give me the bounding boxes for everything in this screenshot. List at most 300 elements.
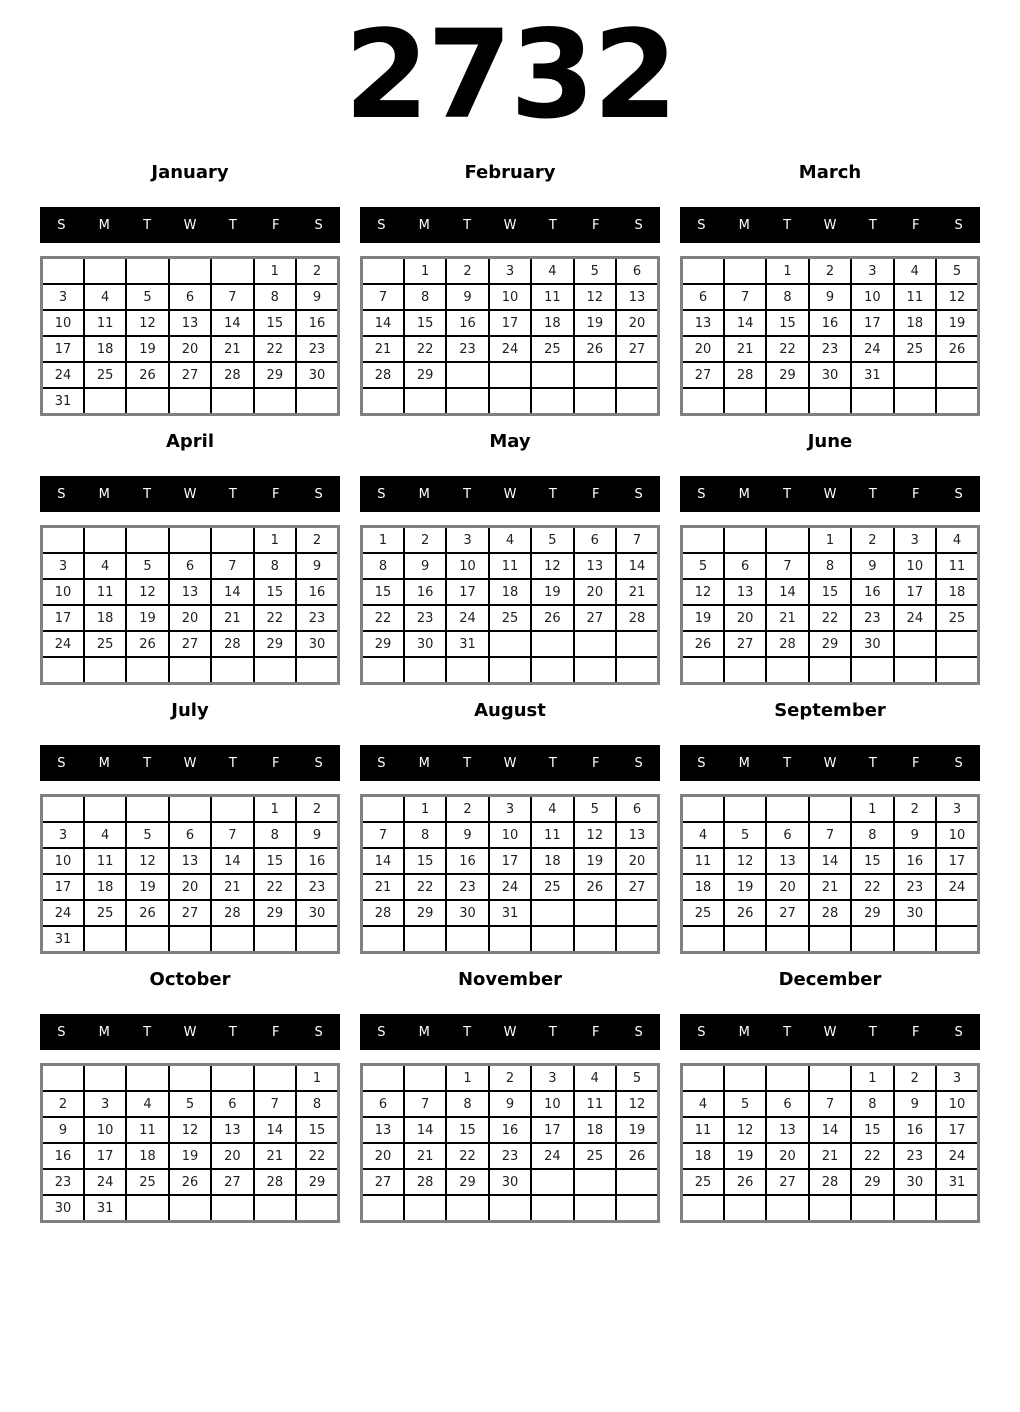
- week-row: [682, 362, 979, 388]
- day-cell: 13: [169, 310, 211, 336]
- empty-day-cell: [42, 258, 84, 285]
- month-block: [40, 970, 340, 1223]
- day-cell: 25: [531, 336, 573, 362]
- day-cell: 18: [682, 1143, 724, 1169]
- day-cell: 26: [169, 1169, 211, 1195]
- day-cell: 9: [446, 284, 488, 310]
- weekday-label: M: [98, 217, 110, 233]
- week-row: [42, 657, 339, 684]
- week-row: [362, 258, 659, 285]
- day-cell: 1: [254, 796, 296, 823]
- day-cell: 4: [936, 527, 978, 554]
- empty-day-cell: [531, 1169, 573, 1195]
- calendar-table: [360, 1063, 660, 1223]
- day-cell: 13: [724, 579, 766, 605]
- empty-day-cell: [851, 926, 893, 953]
- empty-day-cell: [169, 1065, 211, 1092]
- weekday-header: [680, 207, 980, 243]
- day-cell: 17: [531, 1117, 573, 1143]
- week-row: [682, 874, 979, 900]
- weekday-label: W: [823, 755, 837, 771]
- day-cell: 30: [851, 631, 893, 657]
- day-cell: 11: [126, 1117, 168, 1143]
- day-cell: 1: [404, 796, 446, 823]
- week-row: [362, 631, 659, 657]
- day-cell: 12: [574, 822, 616, 848]
- day-cell: 19: [724, 1143, 766, 1169]
- weekday-label: F: [271, 755, 280, 771]
- day-cell: 3: [489, 258, 531, 285]
- day-cell: 3: [42, 822, 84, 848]
- day-cell: 4: [574, 1065, 616, 1092]
- day-cell: 28: [254, 1169, 296, 1195]
- day-cell: 16: [404, 579, 446, 605]
- day-cell: 6: [211, 1091, 253, 1117]
- empty-day-cell: [724, 388, 766, 415]
- weekday-label: W: [823, 217, 837, 233]
- week-row: [42, 527, 339, 554]
- weekday-label: S: [377, 486, 386, 502]
- day-cell: 16: [446, 848, 488, 874]
- day-cell: 2: [296, 527, 338, 554]
- day-cell: 21: [211, 874, 253, 900]
- day-cell: 1: [766, 258, 808, 285]
- day-cell: 28: [362, 900, 404, 926]
- day-cell: 12: [126, 579, 168, 605]
- week-row: [42, 553, 339, 579]
- day-cell: 28: [211, 362, 253, 388]
- day-cell: 7: [766, 553, 808, 579]
- calendar-table: [360, 525, 660, 685]
- day-cell: 25: [489, 605, 531, 631]
- day-cell: 10: [42, 310, 84, 336]
- empty-day-cell: [894, 362, 936, 388]
- day-cell: 14: [362, 310, 404, 336]
- weekday-label: T: [228, 486, 237, 502]
- day-cell: 19: [126, 874, 168, 900]
- day-cell: 28: [211, 631, 253, 657]
- day-cell: 1: [362, 527, 404, 554]
- day-cell: 10: [531, 1091, 573, 1117]
- day-cell: 17: [936, 848, 978, 874]
- day-cell: 23: [446, 336, 488, 362]
- day-cell: 17: [446, 579, 488, 605]
- empty-day-cell: [84, 388, 126, 415]
- calendar-table-body: [682, 796, 979, 953]
- empty-day-cell: [574, 388, 616, 415]
- day-cell: 28: [211, 900, 253, 926]
- day-cell: 20: [616, 848, 658, 874]
- day-cell: 3: [42, 284, 84, 310]
- day-cell: 13: [766, 848, 808, 874]
- empty-day-cell: [42, 527, 84, 554]
- empty-day-cell: [211, 258, 253, 285]
- empty-day-cell: [894, 926, 936, 953]
- empty-day-cell: [489, 926, 531, 953]
- day-cell: 24: [531, 1143, 573, 1169]
- calendar-table-body: [362, 258, 659, 415]
- day-cell: 26: [724, 900, 766, 926]
- weekday-label: S: [314, 755, 323, 771]
- day-cell: 31: [42, 388, 84, 415]
- week-row: [682, 796, 979, 823]
- week-row: [42, 1091, 339, 1117]
- day-cell: 20: [574, 579, 616, 605]
- week-row: [682, 848, 979, 874]
- weekday-header: [360, 745, 660, 781]
- day-cell: 11: [531, 822, 573, 848]
- day-cell: 25: [84, 900, 126, 926]
- week-row: [362, 1117, 659, 1143]
- day-cell: 16: [489, 1117, 531, 1143]
- week-row: [362, 579, 659, 605]
- weekday-label: T: [143, 755, 152, 771]
- day-cell: 18: [894, 310, 936, 336]
- calendar-table: [680, 525, 980, 685]
- weekday-label: W: [823, 486, 837, 502]
- day-cell: 31: [42, 926, 84, 953]
- months-grid: [0, 163, 1020, 1223]
- day-cell: 23: [296, 336, 338, 362]
- empty-day-cell: [809, 1195, 851, 1222]
- day-cell: 21: [404, 1143, 446, 1169]
- day-cell: 9: [489, 1091, 531, 1117]
- day-cell: 6: [682, 284, 724, 310]
- day-cell: 27: [616, 336, 658, 362]
- weekday-header: [360, 207, 660, 243]
- day-cell: 10: [446, 553, 488, 579]
- day-cell: 20: [766, 1143, 808, 1169]
- day-cell: 15: [404, 310, 446, 336]
- weekday-label: T: [868, 217, 877, 233]
- day-cell: 7: [211, 553, 253, 579]
- empty-day-cell: [84, 527, 126, 554]
- weekday-label: M: [418, 217, 430, 233]
- empty-day-cell: [766, 657, 808, 684]
- empty-day-cell: [682, 657, 724, 684]
- day-cell: 4: [531, 796, 573, 823]
- empty-day-cell: [126, 1065, 168, 1092]
- empty-day-cell: [616, 1169, 658, 1195]
- week-row: [42, 388, 339, 415]
- day-cell: 9: [446, 822, 488, 848]
- empty-day-cell: [296, 926, 338, 953]
- day-cell: 16: [446, 310, 488, 336]
- day-cell: 17: [851, 310, 893, 336]
- day-cell: 28: [766, 631, 808, 657]
- day-cell: 18: [84, 605, 126, 631]
- day-cell: 26: [936, 336, 978, 362]
- month-block: [360, 701, 660, 954]
- day-cell: 18: [531, 310, 573, 336]
- month-title: January: [151, 162, 229, 183]
- weekday-label: T: [868, 755, 877, 771]
- empty-day-cell: [84, 657, 126, 684]
- day-cell: 29: [851, 900, 893, 926]
- empty-day-cell: [169, 657, 211, 684]
- day-cell: 23: [489, 1143, 531, 1169]
- day-cell: 30: [296, 362, 338, 388]
- empty-day-cell: [682, 1195, 724, 1222]
- empty-day-cell: [404, 388, 446, 415]
- day-cell: 11: [936, 553, 978, 579]
- week-row: [42, 926, 339, 953]
- weekday-label: T: [783, 217, 792, 233]
- day-cell: 5: [724, 822, 766, 848]
- weekday-label: M: [738, 755, 750, 771]
- day-cell: 9: [894, 1091, 936, 1117]
- day-cell: 19: [169, 1143, 211, 1169]
- day-cell: 16: [894, 1117, 936, 1143]
- month-title: October: [149, 969, 231, 990]
- day-cell: 14: [766, 579, 808, 605]
- day-cell: 30: [894, 1169, 936, 1195]
- empty-day-cell: [404, 926, 446, 953]
- empty-day-cell: [169, 258, 211, 285]
- day-cell: 16: [851, 579, 893, 605]
- weekday-label: W: [183, 217, 197, 233]
- empty-day-cell: [724, 527, 766, 554]
- day-cell: 24: [936, 1143, 978, 1169]
- day-cell: 30: [809, 362, 851, 388]
- weekday-label: F: [591, 755, 600, 771]
- day-cell: 16: [42, 1143, 84, 1169]
- empty-day-cell: [126, 388, 168, 415]
- week-row: [682, 605, 979, 631]
- empty-day-cell: [682, 258, 724, 285]
- empty-day-cell: [766, 926, 808, 953]
- month-title: April: [165, 431, 215, 452]
- empty-day-cell: [489, 362, 531, 388]
- day-cell: 6: [766, 1091, 808, 1117]
- empty-day-cell: [489, 388, 531, 415]
- weekday-header: [680, 1014, 980, 1050]
- day-cell: 18: [126, 1143, 168, 1169]
- day-cell: 5: [574, 258, 616, 285]
- day-cell: 22: [851, 1143, 893, 1169]
- day-cell: 13: [766, 1117, 808, 1143]
- weekday-label: S: [377, 755, 386, 771]
- empty-day-cell: [404, 1195, 446, 1222]
- week-row: [682, 657, 979, 684]
- month-block: [680, 163, 980, 416]
- day-cell: 27: [169, 631, 211, 657]
- day-cell: 12: [169, 1117, 211, 1143]
- day-cell: 10: [894, 553, 936, 579]
- empty-day-cell: [211, 388, 253, 415]
- week-row: [42, 848, 339, 874]
- day-cell: 27: [766, 1169, 808, 1195]
- empty-day-cell: [489, 657, 531, 684]
- week-row: [42, 1065, 339, 1092]
- day-cell: 8: [296, 1091, 338, 1117]
- day-cell: 20: [616, 310, 658, 336]
- weekday-label: T: [228, 755, 237, 771]
- weekday-label: T: [783, 486, 792, 502]
- day-cell: 7: [362, 822, 404, 848]
- day-cell: 10: [42, 848, 84, 874]
- day-cell: 4: [84, 822, 126, 848]
- day-cell: 5: [574, 796, 616, 823]
- calendar-table: [680, 1063, 980, 1223]
- empty-day-cell: [574, 1169, 616, 1195]
- day-cell: 30: [404, 631, 446, 657]
- empty-day-cell: [682, 527, 724, 554]
- empty-day-cell: [616, 631, 658, 657]
- day-cell: 13: [169, 579, 211, 605]
- day-cell: 3: [84, 1091, 126, 1117]
- month-block: [360, 432, 660, 685]
- day-cell: 26: [724, 1169, 766, 1195]
- weekday-label: M: [98, 486, 110, 502]
- day-cell: 22: [296, 1143, 338, 1169]
- day-cell: 13: [211, 1117, 253, 1143]
- day-cell: 25: [126, 1169, 168, 1195]
- day-cell: 27: [362, 1169, 404, 1195]
- day-cell: 29: [446, 1169, 488, 1195]
- day-cell: 31: [446, 631, 488, 657]
- day-cell: 31: [851, 362, 893, 388]
- weekday-label: T: [548, 755, 557, 771]
- day-cell: 9: [404, 553, 446, 579]
- day-cell: 20: [211, 1143, 253, 1169]
- day-cell: 16: [296, 579, 338, 605]
- weekday-label: T: [228, 1024, 237, 1040]
- day-cell: 14: [211, 310, 253, 336]
- weekday-label: S: [954, 486, 963, 502]
- day-cell: 9: [296, 284, 338, 310]
- day-cell: 15: [362, 579, 404, 605]
- week-row: [42, 336, 339, 362]
- day-cell: 14: [211, 848, 253, 874]
- empty-day-cell: [211, 527, 253, 554]
- calendar-table-body: [682, 1065, 979, 1222]
- week-row: [362, 310, 659, 336]
- day-cell: 20: [682, 336, 724, 362]
- day-cell: 14: [809, 848, 851, 874]
- empty-day-cell: [724, 657, 766, 684]
- calendar-table-body: [42, 1065, 339, 1222]
- day-cell: 6: [169, 553, 211, 579]
- empty-day-cell: [936, 657, 978, 684]
- day-cell: 6: [362, 1091, 404, 1117]
- day-cell: 16: [894, 848, 936, 874]
- week-row: [42, 310, 339, 336]
- week-row: [682, 1117, 979, 1143]
- day-cell: 28: [404, 1169, 446, 1195]
- day-cell: 5: [616, 1065, 658, 1092]
- day-cell: 29: [254, 900, 296, 926]
- weekday-label: T: [463, 755, 472, 771]
- day-cell: 12: [936, 284, 978, 310]
- month-block: [360, 163, 660, 416]
- day-cell: 24: [42, 900, 84, 926]
- day-cell: 26: [126, 631, 168, 657]
- calendar-table-body: [42, 796, 339, 953]
- calendar-table-body: [42, 258, 339, 415]
- month-title: December: [778, 969, 882, 990]
- week-row: [362, 1169, 659, 1195]
- day-cell: 19: [126, 336, 168, 362]
- day-cell: 5: [936, 258, 978, 285]
- day-cell: 18: [84, 336, 126, 362]
- week-row: [682, 900, 979, 926]
- weekday-label: S: [314, 217, 323, 233]
- week-row: [42, 605, 339, 631]
- day-cell: 17: [42, 336, 84, 362]
- empty-day-cell: [126, 527, 168, 554]
- year-title: 2732: [344, 4, 676, 146]
- day-cell: 9: [42, 1117, 84, 1143]
- day-cell: 30: [296, 631, 338, 657]
- empty-day-cell: [766, 388, 808, 415]
- empty-day-cell: [574, 631, 616, 657]
- day-cell: 18: [682, 874, 724, 900]
- calendar-table: [360, 794, 660, 954]
- day-cell: 17: [894, 579, 936, 605]
- empty-day-cell: [169, 796, 211, 823]
- day-cell: 30: [296, 900, 338, 926]
- month-title: May: [489, 431, 531, 452]
- empty-day-cell: [574, 657, 616, 684]
- calendar-table-body: [682, 527, 979, 684]
- day-cell: 25: [84, 631, 126, 657]
- empty-day-cell: [616, 657, 658, 684]
- day-cell: 8: [254, 553, 296, 579]
- week-row: [682, 1091, 979, 1117]
- weekday-label: S: [57, 486, 66, 502]
- day-cell: 14: [616, 553, 658, 579]
- empty-day-cell: [254, 926, 296, 953]
- day-cell: 22: [254, 336, 296, 362]
- week-row: [362, 605, 659, 631]
- empty-day-cell: [489, 631, 531, 657]
- day-cell: 26: [574, 336, 616, 362]
- weekday-label: T: [868, 486, 877, 502]
- day-cell: 15: [254, 848, 296, 874]
- week-row: [362, 657, 659, 684]
- weekday-label: M: [738, 217, 750, 233]
- day-cell: 19: [936, 310, 978, 336]
- day-cell: 22: [254, 605, 296, 631]
- empty-day-cell: [682, 388, 724, 415]
- day-cell: 23: [404, 605, 446, 631]
- day-cell: 21: [362, 336, 404, 362]
- day-cell: 17: [489, 848, 531, 874]
- day-cell: 18: [574, 1117, 616, 1143]
- empty-day-cell: [531, 631, 573, 657]
- empty-day-cell: [766, 527, 808, 554]
- week-row: [362, 1143, 659, 1169]
- day-cell: 18: [84, 874, 126, 900]
- day-cell: 17: [42, 605, 84, 631]
- day-cell: 15: [254, 310, 296, 336]
- day-cell: 12: [126, 310, 168, 336]
- day-cell: 22: [446, 1143, 488, 1169]
- day-cell: 17: [936, 1117, 978, 1143]
- weekday-header: [40, 207, 340, 243]
- day-cell: 21: [809, 874, 851, 900]
- day-cell: 6: [766, 822, 808, 848]
- day-cell: 23: [809, 336, 851, 362]
- empty-day-cell: [446, 926, 488, 953]
- day-cell: 5: [531, 527, 573, 554]
- empty-day-cell: [809, 796, 851, 823]
- weekday-label: S: [57, 1024, 66, 1040]
- day-cell: 11: [574, 1091, 616, 1117]
- day-cell: 28: [616, 605, 658, 631]
- day-cell: 23: [894, 1143, 936, 1169]
